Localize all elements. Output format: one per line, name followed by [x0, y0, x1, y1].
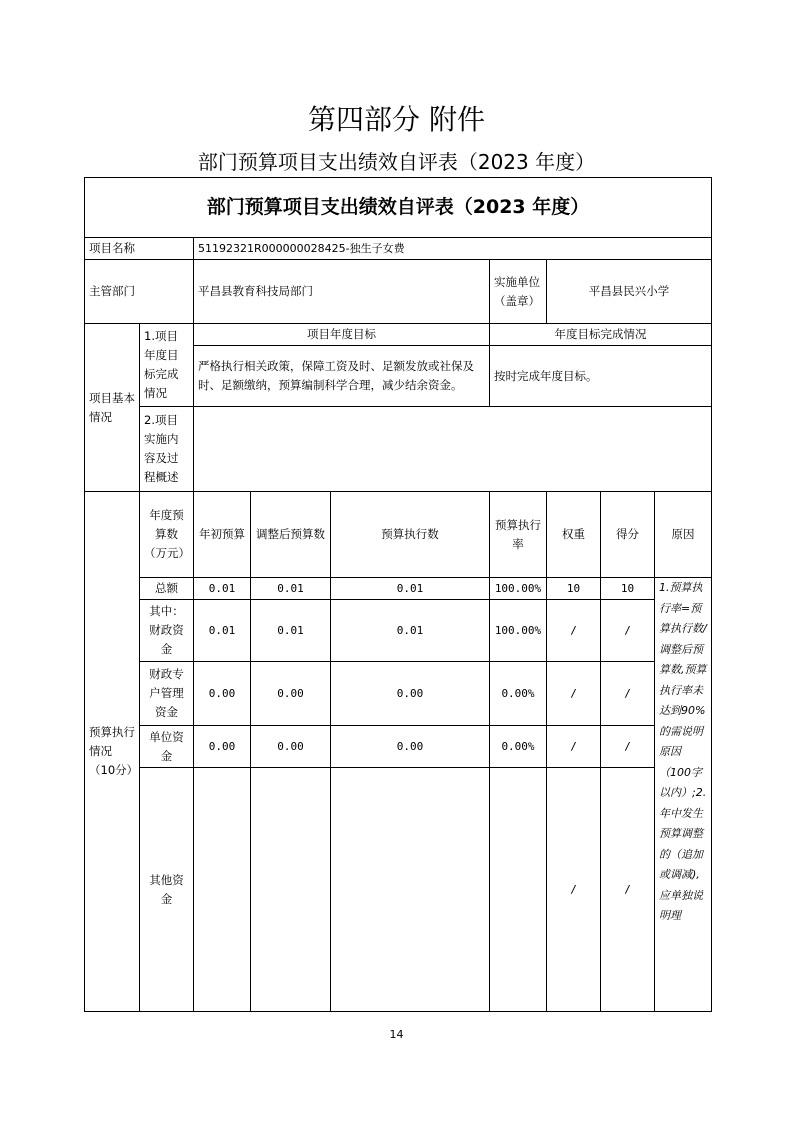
executed — [331, 768, 490, 1012]
dept-value: 平昌县教育科技局部门 — [194, 260, 490, 324]
row-label: 其他资金 — [140, 768, 194, 1012]
unit-value: 平昌县民兴小学 — [547, 260, 712, 324]
rate: 100.00% — [490, 600, 547, 662]
page-number: 14 — [389, 1028, 404, 1041]
header-initial: 年初预算 — [194, 492, 251, 578]
completion-header: 年度目标完成情况 — [490, 324, 712, 346]
rate — [490, 768, 547, 1012]
initial: 0.00 — [194, 662, 251, 726]
header-annual: 年度预算数（万元） — [140, 492, 194, 578]
goal-label: 1.项目年度目标完成情况 — [140, 324, 194, 407]
score: / — [601, 768, 655, 1012]
unit-label: 实施单位（盖章） — [490, 260, 547, 324]
impl-label: 2.项目实施内容及过程概述 — [140, 407, 194, 492]
basic-label: 项目基本情况 — [85, 324, 140, 492]
sub-heading: 部门预算项目支出绩效自评表（2023 年度） — [197, 150, 596, 174]
header-adjusted: 调整后预算数 — [251, 492, 331, 578]
table-row — [85, 600, 712, 662]
row-label: 其中：财政资金 — [140, 600, 194, 662]
score: 10 — [601, 578, 655, 600]
row-label: 单位资金 — [140, 726, 194, 768]
row-label: 财政专户管理资金 — [140, 662, 194, 726]
impl-text — [194, 407, 712, 492]
dept-label: 主管部门 — [85, 260, 194, 324]
table-row — [85, 662, 712, 726]
initial: 0.01 — [194, 600, 251, 662]
evaluation-table — [84, 177, 712, 1012]
adjusted: 0.01 — [251, 578, 331, 600]
adjusted — [251, 768, 331, 1012]
header-weight: 权重 — [547, 492, 601, 578]
weight: / — [547, 726, 601, 768]
rate: 0.00% — [490, 726, 547, 768]
adjusted: 0.00 — [251, 662, 331, 726]
rate: 0.00% — [490, 662, 547, 726]
reason-text: 1.预算执行率=预算执行数/调整后预算数,预算执行率未达到90%的需说明原因（100字以内）;2.年中发生预算调整的（追加或调减),应单独说明理 — [655, 578, 712, 1012]
score: / — [601, 726, 655, 768]
table-row — [85, 768, 712, 1012]
project-name-label: 项目名称 — [85, 238, 194, 260]
initial: 0.01 — [194, 578, 251, 600]
weight: 10 — [547, 578, 601, 600]
executed: 0.00 — [331, 662, 490, 726]
table-title: 部门预算项目支出绩效自评表（2023 年度） — [85, 178, 712, 238]
header-score: 得分 — [601, 492, 655, 578]
adjusted: 0.00 — [251, 726, 331, 768]
project-name: 51192321R000000028425-独生子女费 — [194, 238, 712, 260]
adjusted: 0.01 — [251, 600, 331, 662]
header-rate: 预算执行率 — [490, 492, 547, 578]
exec-label: 预算执行情况（10分） — [85, 492, 140, 1012]
header-reason: 原因 — [655, 492, 712, 578]
table-row — [85, 726, 712, 768]
score: / — [601, 600, 655, 662]
goal-text: 严格执行相关政策，保障工资及时、足额发放或社保及时、足额缴纳，预算编制科学合理，减少结余资金。 — [194, 346, 490, 407]
initial: 0.00 — [194, 726, 251, 768]
row-label: 总额 — [140, 578, 194, 600]
initial — [194, 768, 251, 1012]
goal-header: 项目年度目标 — [194, 324, 490, 346]
table-row — [85, 578, 712, 600]
weight: / — [547, 768, 601, 1012]
weight: / — [547, 600, 601, 662]
executed: 0.01 — [331, 578, 490, 600]
completion-text: 按时完成年度目标。 — [490, 346, 712, 407]
executed: 0.01 — [331, 600, 490, 662]
score: / — [601, 662, 655, 726]
weight: / — [547, 662, 601, 726]
executed: 0.00 — [331, 726, 490, 768]
section-heading: 第四部分 附件 — [308, 103, 485, 136]
rate: 100.00% — [490, 578, 547, 600]
header-executed: 预算执行数 — [331, 492, 490, 578]
